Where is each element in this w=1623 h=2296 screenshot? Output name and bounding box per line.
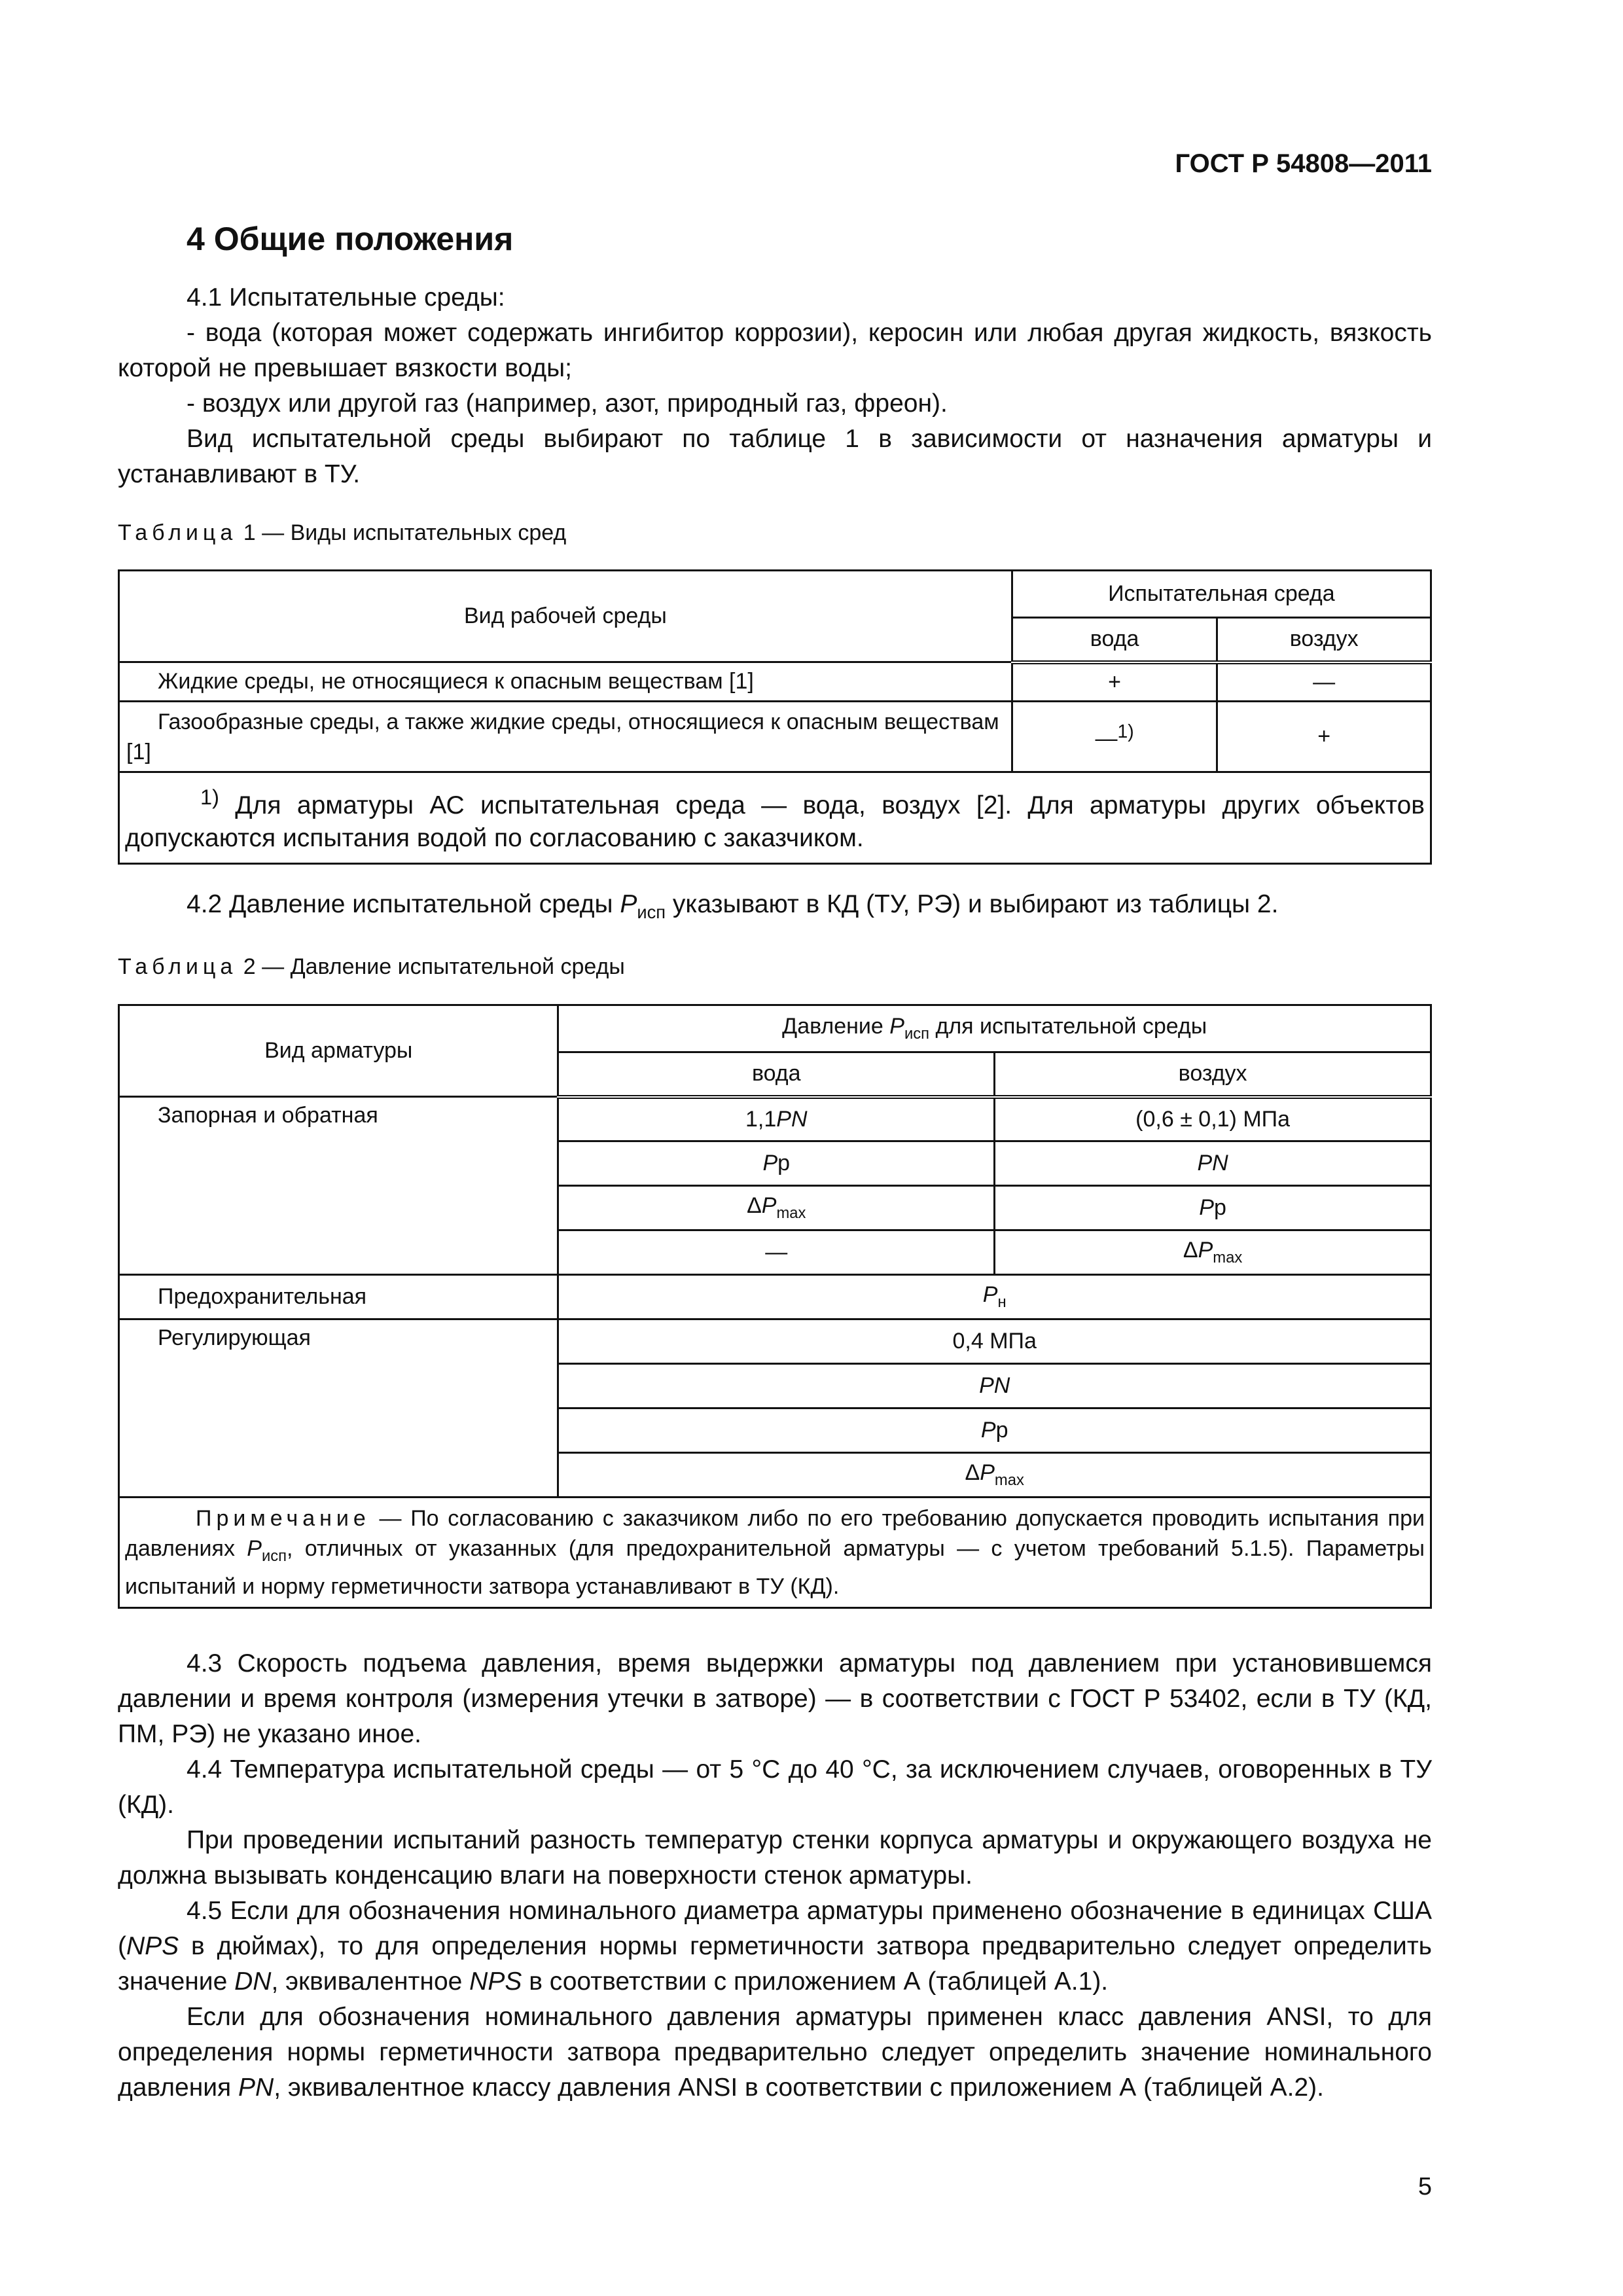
paragraph-4-5 [118,1893,1432,2000]
table2-cell [995,1230,1431,1275]
table2-cell [558,1275,1431,1319]
val-p: P [1199,1195,1214,1220]
p42-symbol: P [620,890,637,918]
table1-dash: — [1095,726,1118,751]
table2-header-water: вода [558,1052,995,1097]
p46-pn: PN [238,2073,274,2102]
paragraph-4-4b: При проведении испытаний разность температур стенки корпуса арматуры и окружающего воздуха не должна вызывать конденсацию влаги на поверхности стенок арматуры. [118,1826,1432,1890]
table2-caption-label: Таблица [118,954,238,979]
table2-note-row [119,1498,1431,1608]
table1-footnote [119,772,1431,864]
table2-cell [558,1186,995,1230]
table2-cell [558,1408,1431,1453]
val-delta: Δ [965,1460,980,1486]
table1-header-air: воздух [1217,618,1431,662]
table2-cell [558,1141,995,1186]
page-number: 5 [1418,2173,1432,2200]
p46-a: Если для обозначения номинального давления арматуры применен класс давления ANSI, то для определения нормы герметичности затвора предварительно следует определить значение номинального давления [118,2003,1432,2102]
table1-cell-water: + [1012,662,1217,702]
table2-row-shutoff: Запорная и обратная [119,1097,558,1275]
table2-cell [995,1186,1431,1230]
table1-cell-air: + [1217,702,1431,772]
val-p: P [762,1151,778,1175]
val-max: max [994,1471,1024,1489]
list-item-water: - вода (которая может содержать ингибитор коррозии), керосин или любая другая жидкость, вязкость которой не превышает вязкости воды; [118,319,1432,382]
table-test-pressure [118,1004,1432,1609]
p45-c: , эквивалентное [271,1967,470,1996]
paragraph-4-4: 4.4 Температура испытательной среды — от 5 °С до 40 °С, за исключением случаев, оговоренных в ТУ (КД). [118,1755,1432,1819]
table2-row-control: Регулирующая [119,1319,558,1498]
table-row [119,1319,1431,1364]
table2-header-air: воздух [995,1052,1431,1097]
section-title: 4 Общие положения [187,221,514,257]
body-text [118,1646,1432,2106]
val-p: P [980,1460,995,1486]
p45-b: в дюймах), то для определения нормы герметичности затвора предварительно следует определить значение [118,1932,1432,1996]
paragraph-4-3: 4.3 Скорость подъема давления, время выдержки арматуры под давлением при установившемся давлении и время контроля (измерения утечки в затворе) — в соответствии с ГОСТ Р 53402, если в ТУ (КД, ПМ, РЭ) не указано иное. [118,1649,1432,1748]
table1-header-water: вода [1012,618,1217,662]
table1-header-test-medium: Испытательная среда [1012,571,1431,618]
val-delta: Δ [747,1193,762,1219]
paragraph-4-1: 4.1 Испытательные среды: [187,283,505,312]
table2-header-pressure [558,1005,1431,1052]
footnote-ref: 1) [1117,721,1134,743]
note-label: Примечание [196,1506,370,1531]
table2-cell [558,1364,1431,1408]
table1-cell-type: Жидкие среды, не относящиеся к опасным веществам [1] [119,662,1012,702]
header-sub: исп [904,1024,930,1043]
val-max: max [1213,1248,1243,1266]
table2-cell [558,1097,995,1141]
table1-footnote-row [119,772,1431,864]
document-code: ГОСТ Р 54808—2011 [1175,149,1432,178]
val-p-r: р [777,1151,791,1175]
paragraph-4-5b [118,2000,1432,2106]
p42-subscript: исп [637,901,666,922]
table-test-media [118,569,1432,865]
table-row [119,702,1431,772]
header-pre: Давление [782,1014,890,1039]
val-max: max [776,1204,806,1222]
table2-header-valve-type: Вид арматуры [119,1005,558,1097]
table2-cell: 0,4 МПа [558,1319,1431,1364]
table1-caption-label: Таблица [118,520,238,545]
table2-row-safety: Предохранительная [119,1275,558,1319]
val-p: P [761,1193,777,1219]
val-coef: 1,1 [745,1106,777,1132]
p45-d: в соответствии с приложением А (таблицей А.1). [522,1967,1109,1996]
footnote-mark: 1) [200,785,219,809]
note-sym: P [247,1536,262,1561]
table-row [119,1275,1431,1319]
intro-text [118,280,1432,492]
footnote-text: Для арматуры АС испытательная среда — вода, воздух [2]. Для арматуры других объектов допускаются испытания водой по согласованию с заказчиком. [125,791,1425,852]
note-sub: исп [261,1547,287,1565]
val-p-r: р [995,1418,1008,1443]
p42-text-before: 4.2 Давление испытательной среды [187,890,620,918]
header-post: для испытательной среды [929,1014,1207,1039]
table2-cell [558,1453,1431,1498]
paragraph-4-2 [118,887,1432,930]
val-pn: PN [776,1106,808,1132]
table1-cell-type: Газообразные среды, а также жидкие среды, относящиеся к опасным веществам [1] [119,702,1012,772]
table-row [119,662,1431,702]
note-text-a: — По согласованию с заказчиком либо по его требованию допускается проводить испытания при давлениях [125,1506,1425,1561]
p46-b: , эквивалентное классу давления ANSI в соответствии с приложением А (таблицей А.2). [274,2073,1324,2102]
paragraph-medium-choice: Вид испытательной среды выбирают по таблице 1 в зависимости от назначения арматуры и устанавливают в ТУ. [118,425,1432,488]
table1-cell-water [1012,702,1217,772]
val-pn: PN [979,1373,1010,1398]
table2-caption [118,954,625,980]
val-p: P [980,1418,996,1443]
note-text-b: , отличных от указанных (для предохранительной арматуры — с учетом требований 5.1.5). Параметры испытаний и норму герметичности затвора устанавливают в ТУ (КД). [125,1536,1425,1599]
table-row [119,1097,1431,1141]
p45-dn: DN [234,1967,272,1996]
val-delta: Δ [1183,1238,1198,1263]
table2-cell: (0,6 ± 0,1) МПа [995,1097,1431,1141]
val-pn: PN [1197,1151,1228,1175]
p45-nps: NPS [126,1932,179,1960]
table1-header-medium-type: Вид рабочей среды [119,571,1012,662]
val-p-r: р [1213,1195,1226,1220]
table2-caption-text: 2 — Давление испытательной среды [243,954,625,979]
list-item-air: - воздух или другой газ (например, азот, природный газ, фреон). [187,389,948,418]
table1-caption [118,520,566,546]
table2-note [119,1498,1431,1608]
p42-text-after: указывают в КД (ТУ, РЭ) и выбирают из таблицы 2. [666,890,1279,918]
val-p: P [982,1282,998,1308]
p45-nps-2: NPS [469,1967,522,1996]
table1-cell-air: — [1217,662,1431,702]
val-n: н [997,1293,1007,1311]
table2-cell [995,1141,1431,1186]
header-sym: P [889,1014,904,1039]
table1-caption-text: 1 — Виды испытательных сред [243,520,567,545]
val-p: P [1198,1238,1213,1263]
p45-a: 4.5 Если для обозначения номинального диаметра арматуры применено обозначение в единицах США ( [118,1897,1432,1960]
table2-cell: — [558,1230,995,1275]
